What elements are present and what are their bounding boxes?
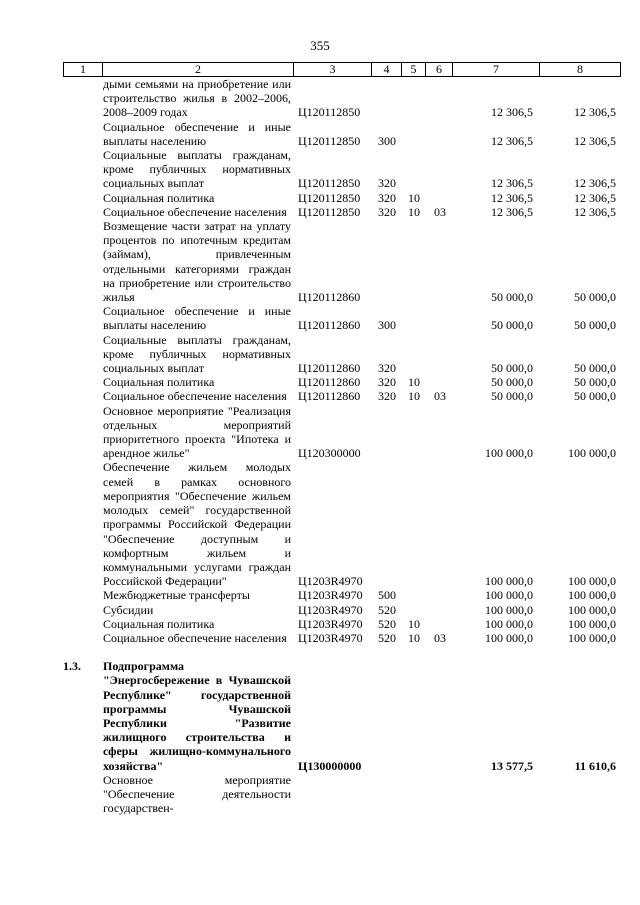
- row-code: Ц1203R4970: [298, 574, 363, 589]
- row-sum-1: 13 577,5: [491, 758, 533, 773]
- row-code: Ц1203R4970: [298, 602, 363, 617]
- table-row: [63, 404, 618, 461]
- row-sum-1: 12 306,5: [491, 105, 533, 120]
- table-row: [63, 375, 618, 389]
- row-code: Ц120112860: [298, 389, 361, 404]
- row-sum-2: 12 306,5: [574, 204, 616, 219]
- page-number: 355: [310, 38, 330, 53]
- row-name: Социальное обеспечение населения: [103, 204, 287, 219]
- row-name: Социальные выплаты гражданам, кроме публичных нормативных социальных выплат: [103, 332, 291, 376]
- row-sum-1: 50 000,0: [491, 361, 533, 376]
- row-subsection: 03: [434, 204, 446, 219]
- row-sum-1: 100 000,0: [485, 602, 533, 617]
- row-expense-type: 500: [378, 588, 396, 603]
- row-name: Основное мероприятие "Обеспечение деятельности государствен-: [103, 772, 291, 816]
- row-sum-2: 12 306,5: [574, 176, 616, 191]
- row-expense-type: 320: [378, 389, 396, 404]
- table-row: [63, 460, 618, 588]
- row-expense-type: 520: [378, 630, 396, 645]
- row-code: Ц120112850: [298, 105, 361, 120]
- row-sum-2: 11 610,6: [574, 758, 616, 773]
- row-name: Межбюджетные трансферты: [103, 588, 250, 603]
- row-sum-1: 100 000,0: [485, 588, 533, 603]
- row-name: Социальное обеспечение и иные выплаты населению: [103, 304, 291, 333]
- row-sum-2: 100 000,0: [568, 588, 616, 603]
- row-sum-2: 100 000,0: [568, 574, 616, 589]
- row-name: Социальное обеспечение и иные выплаты населению: [103, 119, 291, 148]
- row-code: Ц130000000: [298, 758, 362, 773]
- row-sum-1: 12 306,5: [491, 133, 533, 148]
- row-expense-type: 520: [378, 602, 396, 617]
- row-sum-1: 12 306,5: [491, 176, 533, 191]
- table-row: [63, 120, 618, 148]
- row-name: Социальные выплаты гражданам, кроме публичных нормативных социальных выплат: [103, 148, 291, 191]
- row-sum-1: 50 000,0: [491, 290, 533, 305]
- header-col-4: 4: [372, 63, 402, 77]
- row-sum-1: 100 000,0: [485, 574, 533, 589]
- row-expense-type: 300: [378, 133, 396, 148]
- row-code: Ц1203R4970: [298, 588, 363, 603]
- row-sum-1: 50 000,0: [491, 389, 533, 404]
- row-name: Социальная политика: [103, 616, 215, 631]
- row-sum-2: 100 000,0: [568, 616, 616, 631]
- row-sum-1: 12 306,5: [491, 190, 533, 205]
- table-row: [63, 617, 618, 631]
- row-code: Ц120112860: [298, 290, 361, 305]
- header-col-3: 3: [294, 63, 372, 77]
- row-subsection: 03: [434, 389, 446, 404]
- row-sum-2: 12 306,5: [574, 133, 616, 148]
- row-name: Социальное обеспечение населения: [103, 630, 287, 645]
- row-code: Ц120112850: [298, 204, 361, 219]
- row-sum-2: 50 000,0: [574, 318, 616, 333]
- header-col-7: 7: [453, 63, 540, 77]
- table-body: [63, 77, 618, 815]
- row-sum-2: 100 000,0: [568, 602, 616, 617]
- row-section: 10: [408, 190, 420, 205]
- row-expense-type: 520: [378, 616, 396, 631]
- row-sum-2: 100 000,0: [568, 446, 616, 461]
- row-sum-2: 12 306,5: [574, 190, 616, 205]
- row-expense-type: 320: [378, 361, 396, 376]
- row-name: дыми семьями на приобретение или строительство жилья в 2002–2006, 2008–2009 годах: [103, 77, 291, 120]
- row-name: Подпрограмма "Энергосбережение в Чувашской Республике" государственной программы Чувашской Республики "Развитие жилищного строительства и сферы жилищно-коммунального хозяйства": [103, 659, 291, 773]
- row-sum-2: 50 000,0: [574, 290, 616, 305]
- table-row: [63, 304, 618, 332]
- table-row: [63, 389, 618, 403]
- row-name: Основное мероприятие "Реализация отдельных мероприятий приоритетного проекта "Ипотека и арендное жилье": [103, 403, 291, 461]
- table-row: [63, 219, 618, 304]
- row-spacer: [63, 645, 618, 659]
- row-section: 10: [408, 616, 420, 631]
- row-section: 10: [408, 630, 420, 645]
- row-code: Ц120112860: [298, 375, 361, 390]
- row-name: Социальное обеспечение населения: [103, 389, 287, 404]
- table-row: [63, 603, 618, 617]
- table-row: [63, 659, 618, 773]
- row-name: Социальная политика: [103, 190, 215, 205]
- table-row: [63, 148, 618, 191]
- table-row: [63, 773, 618, 816]
- row-code: Ц120112860: [298, 361, 361, 376]
- table-header: [63, 62, 621, 77]
- header-col-8: 8: [540, 63, 621, 77]
- row-sum-1: 12 306,5: [491, 204, 533, 219]
- row-code: Ц1203R4970: [298, 630, 363, 645]
- row-code: Ц120300000: [298, 446, 361, 461]
- header-col-5: 5: [402, 63, 426, 77]
- row-sum-2: 50 000,0: [574, 361, 616, 376]
- row-section: 10: [408, 389, 420, 404]
- row-name: Обеспечение жильем молодых семей в рамках основного мероприятия "Обеспечение жильем молодых семей" государственной программы Российской Федерации "Обеспечение доступным и комфортным жильем и коммунальными услугами граждан Российской Федерации": [103, 460, 291, 589]
- header-col-6: 6: [426, 63, 453, 77]
- row-sum-1: 100 000,0: [485, 446, 533, 461]
- table-row: [63, 333, 618, 376]
- row-code: Ц120112850: [298, 190, 361, 205]
- row-expense-type: 320: [378, 190, 396, 205]
- header-col-2: 2: [103, 63, 294, 77]
- row-section: 10: [408, 375, 420, 390]
- table-row: [63, 631, 618, 645]
- table-row: [63, 588, 618, 602]
- row-number: 1.3.: [63, 659, 81, 674]
- row-sum-1: 100 000,0: [485, 630, 533, 645]
- row-code: Ц120112860: [298, 318, 361, 333]
- table-row: [63, 205, 618, 219]
- row-sum-2: 12 306,5: [574, 105, 616, 120]
- table-row: [63, 191, 618, 205]
- row-expense-type: 320: [378, 176, 396, 191]
- row-subsection: 03: [434, 630, 446, 645]
- row-expense-type: 320: [378, 375, 396, 390]
- row-name: Возмещение части затрат на уплату процентов по ипотечным кредитам (займам), привлеченным отдельными категориями граждан на приобретение или строительство жилья: [103, 219, 291, 305]
- row-sum-1: 50 000,0: [491, 375, 533, 390]
- row-code: Ц120112850: [298, 176, 361, 191]
- row-sum-2: 50 000,0: [574, 389, 616, 404]
- row-section: 10: [408, 204, 420, 219]
- row-sum-2: 50 000,0: [574, 375, 616, 390]
- row-name: Социальная политика: [103, 375, 215, 390]
- row-name: Субсидии: [103, 602, 154, 617]
- header-col-1: 1: [64, 63, 103, 77]
- row-expense-type: 300: [378, 318, 396, 333]
- row-expense-type: 320: [378, 204, 396, 219]
- row-code: Ц1203R4970: [298, 616, 363, 631]
- table-row: [63, 77, 618, 120]
- row-sum-1: 100 000,0: [485, 616, 533, 631]
- row-sum-1: 50 000,0: [491, 318, 533, 333]
- row-sum-2: 100 000,0: [568, 630, 616, 645]
- row-code: Ц120112850: [298, 133, 361, 148]
